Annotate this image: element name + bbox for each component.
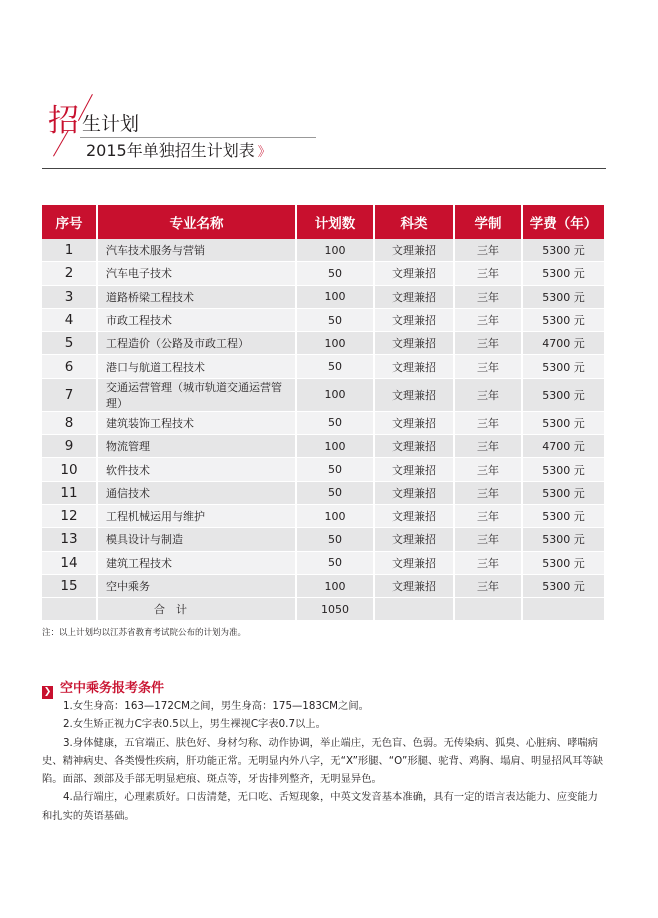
cell-duration: 三年 [455,528,523,551]
table-row [42,412,604,435]
cell-duration: 三年 [455,412,523,435]
cell-duration: 三年 [455,482,523,505]
cell-duration: 三年 [455,435,523,458]
cell-tuition-fee: 5300 元 [523,262,604,285]
cell-major-name: 工程造价（公路及市政工程） [98,332,297,355]
table-total-row [42,598,604,621]
table-row [42,379,604,412]
cell-tuition-fee: 5300 元 [523,309,604,332]
cell-category: 文理兼招 [375,528,455,551]
col-header-duration: 学制 [455,205,523,239]
cell-plan-count: 100 [297,286,375,309]
cell-row-index: 14 [42,552,98,575]
condition-item: 4.品行端庄，心理素质好。口齿清楚，无口吃、舌短现象，中英文发音基本准确，具有一定的语言表达能力、应变能力和扎实的英语基础。 [42,791,598,822]
cell-category: 文理兼招 [375,332,455,355]
condition-item: 3.身体健康，五官端正、肤色好、身材匀称、动作协调，举止端庄，无色盲、色弱。无传染病、狐臭、心脏病、哮喘病史、精神病史、各类慢性疾病，肝功能正常。无明显内外八字，无“X”形腿、“O”形腿、驼背、鸡胸、塌肩、明显招风耳等缺陷。面部、颈部及手部无明显疤痕、斑点等，牙齿排列整齐，无明显异色。 [42,736,604,786]
section-arrow-icon: ❯ [43,687,52,697]
table-row [42,355,604,378]
cell-category: 文理兼招 [375,262,455,285]
cell-row-index: 9 [42,435,98,458]
page-header [42,100,608,172]
table-row [42,575,604,598]
page-subtitle [86,143,271,159]
cell-plan-count: 50 [297,552,375,575]
cell-plan-count: 50 [297,528,375,551]
condition-item: 1.女生身高：163—172CM之间，男生身高：175—183CM之间。 [63,700,369,712]
col-header-count: 计划数 [297,205,375,239]
title-underline [80,137,316,138]
table-row [42,552,604,575]
cell-plan-count: 50 [297,262,375,285]
table-row [42,332,604,355]
cell-duration: 三年 [455,505,523,528]
cell-category: 文理兼招 [375,505,455,528]
table-row [42,262,604,285]
cell-empty [455,598,523,621]
cell-row-index: 10 [42,458,98,481]
cell-category: 文理兼招 [375,239,455,262]
col-header-major: 专业名称 [98,205,297,239]
table-row [42,239,604,262]
cell-major-name: 建筑装饰工程技术 [98,412,297,435]
cell-category: 文理兼招 [375,458,455,481]
cell-tuition-fee: 5300 元 [523,379,604,412]
cell-plan-count: 100 [297,379,375,412]
cell-row-index: 5 [42,332,98,355]
cell-row-index: 8 [42,412,98,435]
table-row [42,286,604,309]
cell-row-index: 4 [42,309,98,332]
cell-total-value: 1050 [297,598,375,621]
cell-tuition-fee: 4700 元 [523,332,604,355]
table-row [42,505,604,528]
table-row [42,435,604,458]
cell-plan-count: 100 [297,332,375,355]
header-divider [42,168,606,169]
cell-major-name: 交通运营管理（城市轨道交通运营管理） [98,379,297,412]
cell-major-name: 汽车电子技术 [98,262,297,285]
cell-row-index: 7 [42,379,98,412]
cell-duration: 三年 [455,309,523,332]
cell-duration: 三年 [455,239,523,262]
cell-plan-count: 50 [297,412,375,435]
col-header-fee: 学费（年） [523,205,604,239]
cell-plan-count: 50 [297,482,375,505]
cell-row-index: 1 [42,239,98,262]
cell-duration: 三年 [455,458,523,481]
conditions-title: 空中乘务报考条件 [60,681,165,696]
cell-duration: 三年 [455,575,523,598]
cell-row-index: 12 [42,505,98,528]
cell-duration: 三年 [455,379,523,412]
table-header-row [42,205,604,239]
cell-empty [523,598,604,621]
cell-plan-count: 100 [297,435,375,458]
cell-tuition-fee: 5300 元 [523,505,604,528]
col-header-index: 序号 [42,205,98,239]
subtitle-text: 2015年单独招生计划表 [86,141,255,160]
cell-category: 文理兼招 [375,412,455,435]
cell-row-index: 11 [42,482,98,505]
cell-row-index: 6 [42,355,98,378]
cell-empty [375,598,455,621]
cell-category: 文理兼招 [375,286,455,309]
cell-row-index: 13 [42,528,98,551]
cell-category: 文理兼招 [375,309,455,332]
cell-tuition-fee: 5300 元 [523,575,604,598]
cell-duration: 三年 [455,332,523,355]
table-row [42,309,604,332]
cell-tuition-fee: 5300 元 [523,412,604,435]
cell-major-name: 市政工程技术 [98,309,297,332]
cell-major-name: 港口与航道工程技术 [98,355,297,378]
cell-empty [42,598,98,621]
cell-major-name: 工程机械运用与维护 [98,505,297,528]
cell-tuition-fee: 5300 元 [523,458,604,481]
enrollment-plan-table [42,205,604,621]
cell-major-name: 汽车技术服务与营销 [98,239,297,262]
cell-duration: 三年 [455,262,523,285]
page-title: 生计划 [82,113,140,135]
cell-major-name: 空中乘务 [98,575,297,598]
cell-row-index: 15 [42,575,98,598]
condition-item: 2.女生矫正视力C字表0.5以上，男生裸视C字表0.7以上。 [63,718,326,731]
table-row [42,482,604,505]
cell-major-name: 通信技术 [98,482,297,505]
cell-duration: 三年 [455,552,523,575]
cell-plan-count: 50 [297,458,375,481]
cell-major-name: 模具设计与制造 [98,528,297,551]
chevron-right-icon: 》 [257,145,271,160]
cell-plan-count: 50 [297,309,375,332]
cell-row-index: 2 [42,262,98,285]
cell-tuition-fee: 5300 元 [523,482,604,505]
conditions-heading [42,677,164,699]
cell-tuition-fee: 5300 元 [523,239,604,262]
cell-plan-count: 100 [297,505,375,528]
cell-tuition-fee: 5300 元 [523,286,604,309]
cell-plan-count: 50 [297,355,375,378]
cell-major-name: 软件技术 [98,458,297,481]
cell-tuition-fee: 5300 元 [523,528,604,551]
conditions-body [42,697,607,825]
title-initial-char: 招 [48,103,79,139]
cell-duration: 三年 [455,286,523,309]
cell-tuition-fee: 5300 元 [523,552,604,575]
table-row [42,528,604,551]
cell-category: 文理兼招 [375,435,455,458]
cell-duration: 三年 [455,355,523,378]
table-row [42,458,604,481]
col-header-category: 科类 [375,205,455,239]
cell-major-name: 道路桥梁工程技术 [98,286,297,309]
cell-category: 文理兼招 [375,575,455,598]
cell-category: 文理兼招 [375,482,455,505]
cell-category: 文理兼招 [375,379,455,412]
cell-plan-count: 100 [297,239,375,262]
cell-row-index: 3 [42,286,98,309]
cell-major-name: 物流管理 [98,435,297,458]
cell-plan-count: 100 [297,575,375,598]
cell-category: 文理兼招 [375,355,455,378]
table-note: 注：以上计划均以江苏省教育考试院公布的计划为准。 [42,628,247,638]
cell-total-label: 合 计 [98,598,297,621]
cell-tuition-fee: 5300 元 [523,355,604,378]
cell-tuition-fee: 4700 元 [523,435,604,458]
cell-category: 文理兼招 [375,552,455,575]
cell-major-name: 建筑工程技术 [98,552,297,575]
